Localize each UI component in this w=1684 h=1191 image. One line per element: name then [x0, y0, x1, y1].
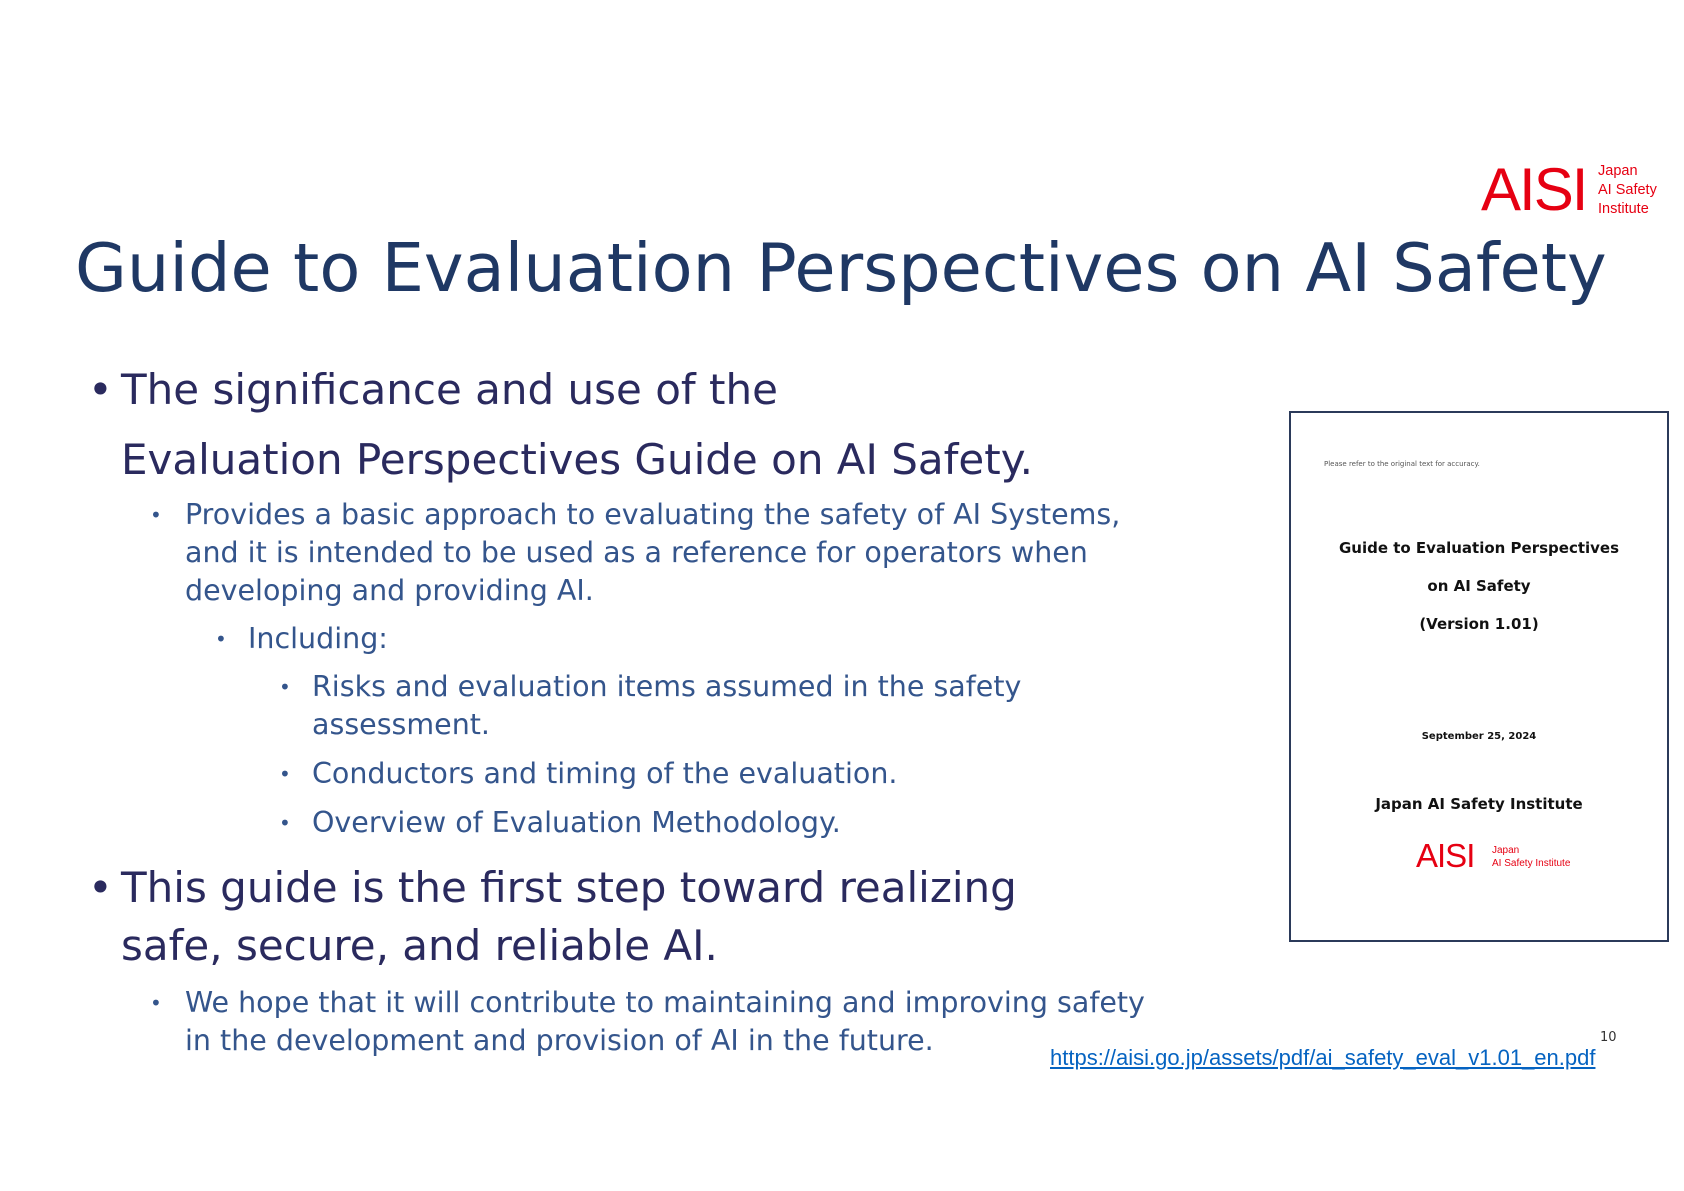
sub-bullet-1-line-1: Provides a basic approach to evaluating the safety of AI Systems, — [185, 498, 1121, 531]
logo-mark: AISI — [1481, 156, 1587, 223]
list-item-1-line-1: Risks and evaluation items assumed in the safety — [312, 670, 1022, 703]
bullet-1-line-2: Evaluation Perspectives Guide on AI Safety. — [121, 435, 1033, 484]
page-number: 10 — [1600, 1030, 1617, 1045]
list-item-1-line-2: assessment. — [312, 708, 490, 741]
document-title-line-1: Guide to Evaluation Perspectives — [1338, 539, 1620, 557]
sub-bullet-2-text: Including: — [248, 622, 388, 655]
document-logo-line-1: Japan — [1492, 845, 1520, 856]
document-logo-subtitle — [1492, 844, 1570, 870]
list-item-dot: • — [279, 811, 291, 835]
document-date: September 25, 2024 — [1421, 731, 1537, 742]
document-version: (Version 1.01) — [1419, 615, 1539, 633]
list-item-dot: • — [279, 762, 291, 786]
sub-bullet-dot: • — [150, 503, 162, 527]
list-item-dot: • — [279, 675, 291, 699]
document-publisher: Japan AI Safety Institute — [1375, 795, 1583, 813]
document-logo-mark: AISI — [1416, 837, 1475, 874]
document-logo-line-2: AI Safety Institute — [1492, 858, 1571, 869]
sub-bullet-dot: • — [150, 991, 162, 1015]
document-cover-thumbnail — [1289, 411, 1669, 942]
logo-subtitle — [1598, 162, 1657, 219]
bullet-2-line-1: This guide is the first step toward realizing — [121, 863, 1017, 912]
list-item-3-text: Overview of Evaluation Methodology. — [312, 806, 841, 839]
bullet-dot: • — [88, 863, 113, 912]
sub-bullet-1-line-2: and it is intended to be used as a reference for operators when — [185, 536, 1088, 569]
document-note: Please refer to the original text for accuracy. — [1324, 460, 1480, 468]
bullet-2-line-2: safe, secure, and reliable AI. — [121, 921, 718, 970]
logo-line-1: Japan — [1598, 163, 1638, 179]
logo-line-3: Institute — [1598, 201, 1649, 217]
sub-bullet-3-line-1: We hope that it will contribute to maintaining and improving safety — [185, 986, 1145, 1019]
sub-bullet-1-line-3: developing and providing AI. — [185, 574, 594, 607]
slide-title: Guide to Evaluation Perspectives on AI Safety — [75, 229, 1607, 307]
bullet-dot: • — [88, 365, 113, 414]
logo-line-2: AI Safety — [1598, 182, 1657, 198]
sub-bullet-dot: • — [215, 627, 227, 651]
document-url-link[interactable]: https://aisi.go.jp/assets/pdf/ai_safety_eval_v1.01_en.pdf — [1050, 1045, 1596, 1070]
document-title-line-2: on AI Safety — [1427, 577, 1531, 595]
list-item-2-text: Conductors and timing of the evaluation. — [312, 757, 898, 790]
bullet-1-line-1: The significance and use of the — [121, 365, 778, 414]
sub-bullet-3-line-2: in the development and provision of AI in the future. — [185, 1024, 934, 1057]
